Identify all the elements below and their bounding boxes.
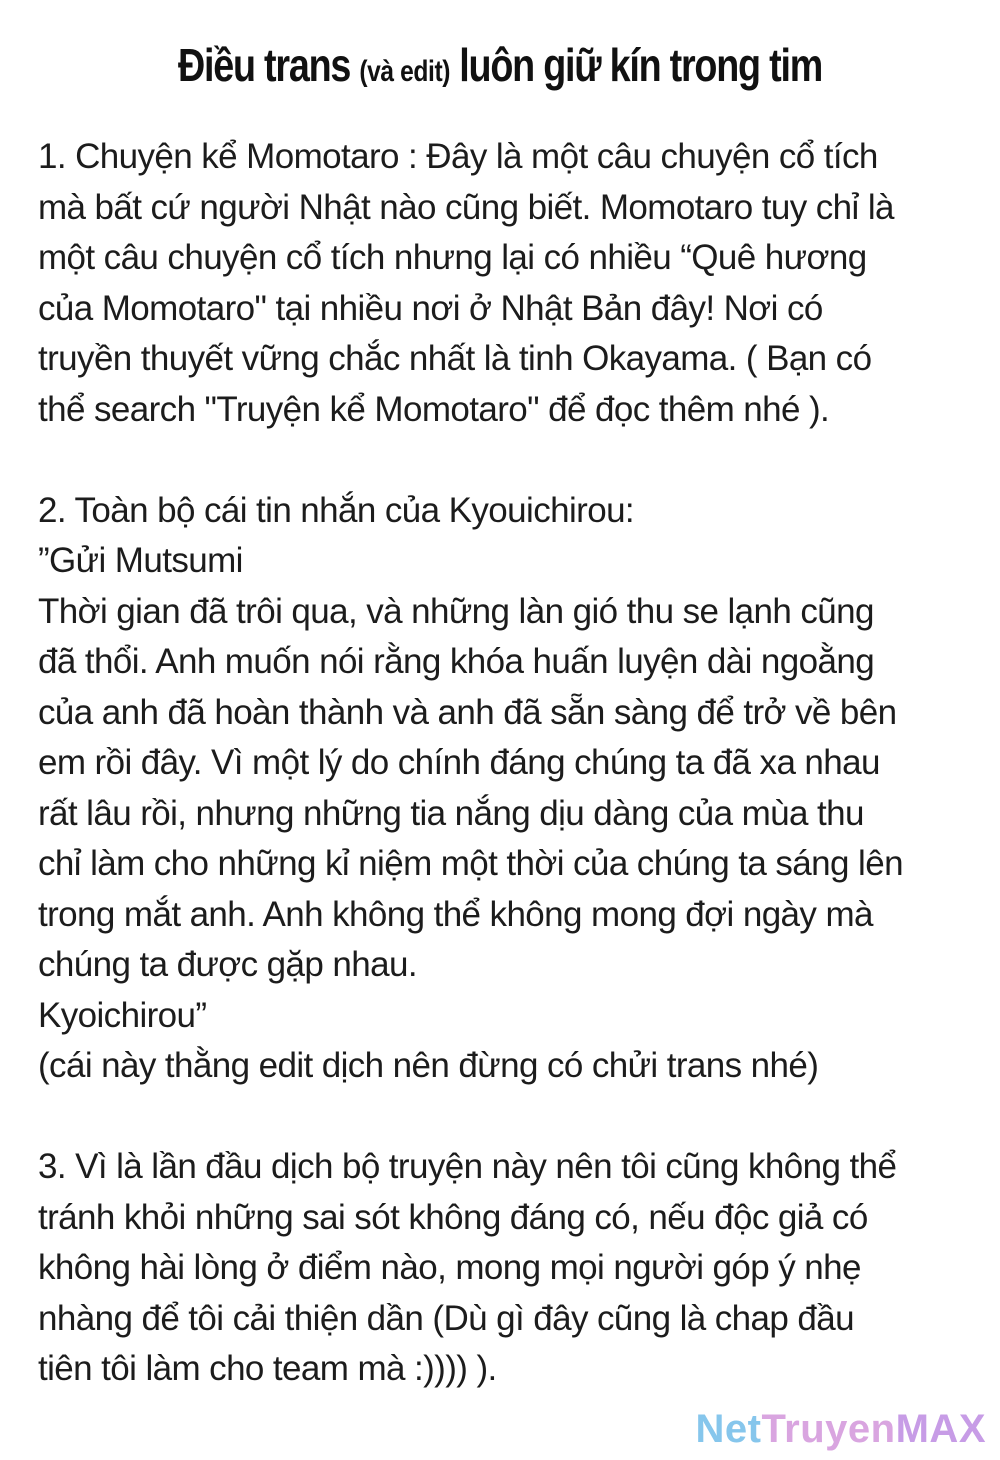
note-3-line-4: nhàng để tôi cải thiện dần (Dù gì đây cũng là chap đầu: [38, 1298, 854, 1338]
note-3-line-3: không hài lòng ở điểm nào, mong mọi người góp ý nhẹ: [38, 1248, 861, 1287]
note-3-line-5: tiên tôi làm cho team mà :)))) ).: [38, 1349, 497, 1388]
notes-body: [38, 132, 968, 1395]
note-2-line-11: Kyoichirou”: [38, 995, 207, 1035]
note-2-line-6: em rồi đây. Vì một lý do chính đáng chúng ta đã xa nhau: [38, 743, 880, 782]
note-2-line-2: ”Gửi Mutsumi: [38, 541, 243, 580]
note-1-line-4: của Momotaro" tại nhiều nơi ở Nhật Bản đây! Nơi có: [38, 288, 823, 328]
watermark-truyen: Truyen: [761, 1407, 896, 1451]
note-1-line-6: thể search "Truyện kể Momotaro" để đọc thêm nhé ).: [38, 389, 830, 429]
note-2-line-7: rất lâu rồi, nhưng những tia nắng dịu dàng của mùa thu: [38, 793, 864, 833]
note-3-line-2: tránh khỏi những sai sót không đáng có, nếu độc giả có: [38, 1197, 868, 1237]
note-2-line-4: đã thổi. Anh muốn nói rằng khóa huấn luyện dài ngoằng: [38, 642, 875, 681]
note-1-line-5: truyền thuyết vững chắc nhất là tinh Okayama. ( Bạn có: [38, 339, 872, 378]
page-title: [90, 38, 910, 92]
paragraph-gap: [38, 1092, 968, 1143]
note-1-line-3: một câu chuyện cổ tích nhưng lại có nhiều “Quê hương: [38, 238, 867, 277]
watermark-max: MAX: [895, 1407, 986, 1451]
note-2-line-9: trong mắt anh. Anh không thể không mong đợi ngày mà: [38, 894, 873, 934]
watermark-logo: [696, 1407, 987, 1452]
note-1-line-2: mà bất cứ người Nhật nào cũng biết. Momotaro tuy chỉ là: [38, 187, 894, 227]
title-rest: luôn giữ kín trong tim: [450, 39, 823, 91]
note-2-line-12: (cái này thằng edit dịch nên đừng có chửi trans nhé): [38, 1046, 819, 1085]
note-3-line-1: 3. Vì là lần đầu dịch bộ truyện này nên tôi cũng không thể: [38, 1147, 897, 1186]
note-2-line-8: chỉ làm cho những kỉ niệm một thời của chúng ta sáng lên: [38, 844, 903, 883]
paragraph-gap: [38, 435, 968, 486]
watermark-net: Net: [695, 1407, 762, 1451]
note-2-line-5: của anh đã hoàn thành và anh đã sẵn sàng để trở về bên: [38, 692, 897, 732]
title-parenthetical: (và edit): [359, 55, 451, 88]
note-2-line-3: Thời gian đã trôi qua, và những làn gió thu se lạnh cũng: [38, 591, 874, 631]
note-2-line-10: chúng ta được gặp nhau.: [38, 945, 417, 984]
title-main: Điều trans: [177, 39, 360, 91]
note-2-line-1: 2. Toàn bộ cái tin nhắn của Kyouichirou:: [38, 490, 635, 530]
note-1-line-1: 1. Chuyện kể Momotaro : Đây là một câu chuyện cổ tích: [38, 137, 878, 176]
